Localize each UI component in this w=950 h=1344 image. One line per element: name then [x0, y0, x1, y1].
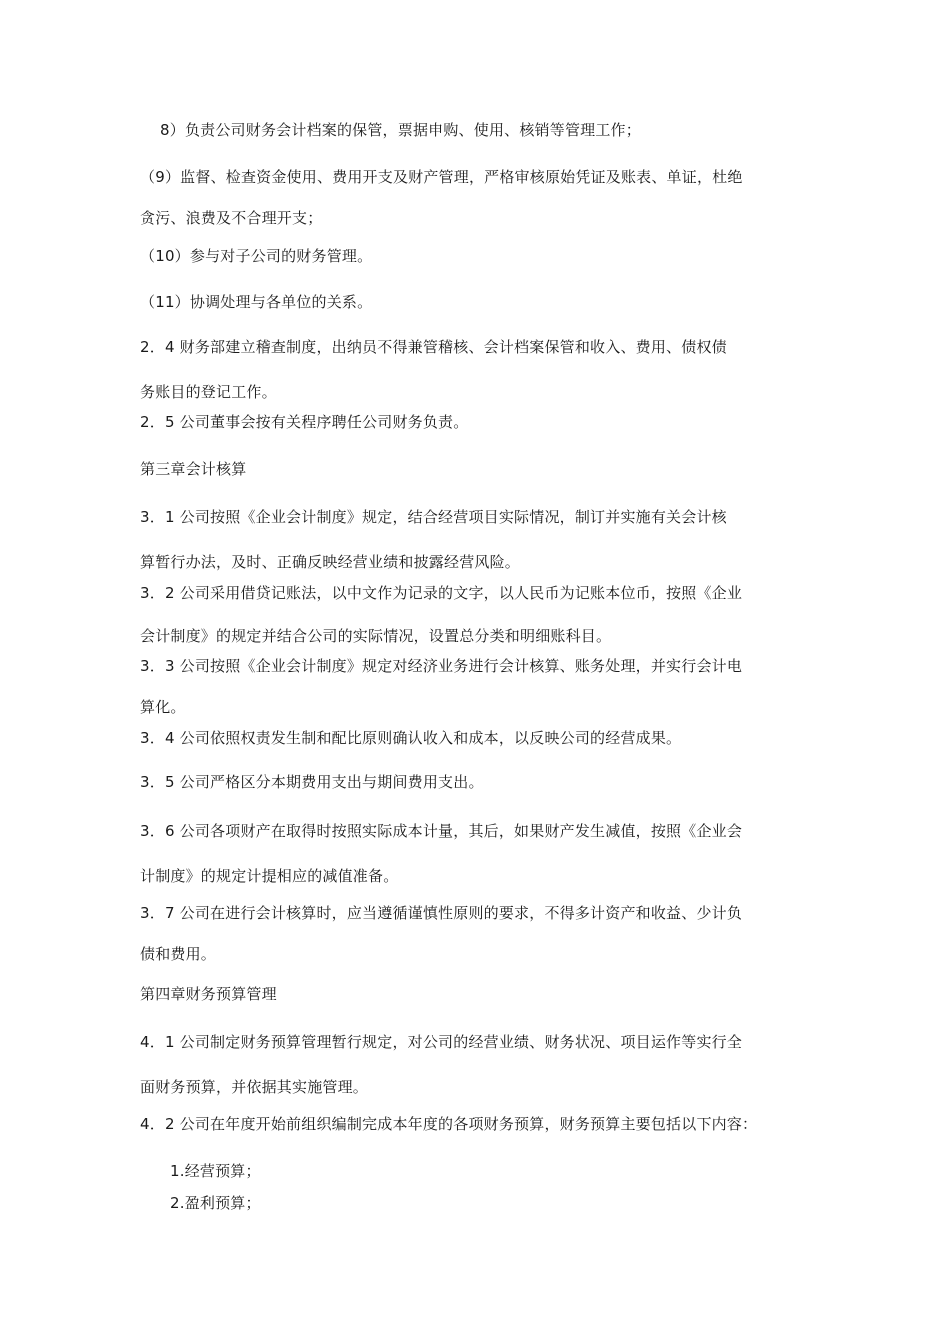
text-line: 8）负责公司财务会计档案的保管，票据申购、使用、核销等管理工作；: [160, 121, 641, 139]
text-line: 3．7 公司在进行会计核算时，应当遵循谨慎性原则的要求，不得多计资产和收益、少计负: [140, 904, 743, 922]
text-line: 3．1 公司按照《企业会计制度》规定，结合经营项目实际情况，制订并实施有关会计核: [140, 508, 727, 526]
list-item: 2.盈利预算；: [170, 1194, 261, 1212]
text-line: 会计制度》的规定并结合公司的实际情况，设置总分类和明细账科目。: [140, 627, 612, 645]
text-line: 3．5 公司严格区分本期费用支出与期间费用支出。: [140, 773, 484, 791]
chapter-heading: 第三章会计核算: [140, 460, 247, 478]
text-line: 算化。: [140, 698, 186, 716]
text-line: （10）参与对子公司的财务管理。: [140, 247, 373, 265]
text-line: 3．6 公司各项财产在取得时按照实际成本计量，其后，如果财产发生减值，按照《企业会: [140, 822, 743, 840]
text-line: 算暂行办法，及时、正确反映经营业绩和披露经营风险。: [140, 553, 521, 571]
text-line: 债和费用。: [140, 945, 217, 963]
text-line: （11）协调处理与各单位的关系。: [140, 293, 373, 311]
list-item: 1.经营预算；: [170, 1162, 261, 1180]
text-line: 务账目的登记工作。: [140, 383, 277, 401]
chapter-heading: 第四章财务预算管理: [140, 985, 277, 1003]
text-line: 贪污、浪费及不合理开支；: [140, 209, 323, 227]
text-line: 3．2 公司采用借贷记账法，以中文作为记录的文字，以人民币为记账本位币，按照《企业: [140, 584, 743, 602]
text-line: 计制度》的规定计提相应的减值准备。: [140, 867, 399, 885]
text-line: 2．4 财务部建立稽查制度，出纳员不得兼管稽核、会计档案保管和收入、费用、债权债: [140, 338, 727, 356]
text-line: 面财务预算，并依据其实施管理。: [140, 1078, 369, 1096]
text-line: 2．5 公司董事会按有关程序聘任公司财务负责。: [140, 413, 469, 431]
text-line: 3．4 公司依照权责发生制和配比原则确认收入和成本，以反映公司的经营成果。: [140, 729, 682, 747]
text-line: 4．2 公司在年度开始前组织编制完成本年度的各项财务预算，财务预算主要包括以下内容：: [140, 1115, 758, 1133]
text-line: 3．3 公司按照《企业会计制度》规定对经济业务进行会计核算、账务处理，并实行会计电: [140, 657, 743, 675]
text-line: 4．1 公司制定财务预算管理暂行规定，对公司的经营业绩、财务状况、项目运作等实行全: [140, 1033, 743, 1051]
text-line: （9）监督、检查资金使用、费用开支及财产管理，严格审核原始凭证及账表、单证，杜绝: [140, 168, 743, 186]
